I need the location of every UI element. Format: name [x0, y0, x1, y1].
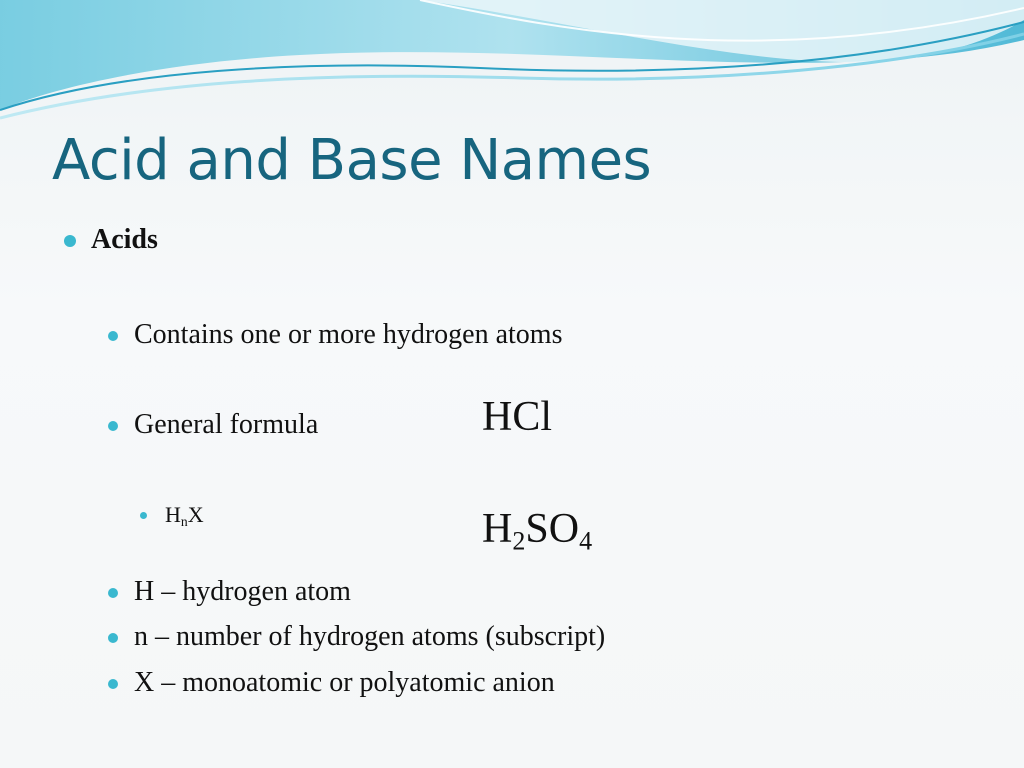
h2so4-h: H	[482, 506, 513, 552]
bullet-n-description: n – number of hydrogen atoms (subscript)	[134, 621, 606, 652]
example-h2so4	[482, 505, 592, 556]
bullet-h-description: H – hydrogen atom	[134, 576, 351, 607]
bullet-dot	[64, 235, 76, 247]
bullet-dot	[108, 679, 118, 689]
header-wave-decoration	[0, 0, 1024, 130]
h2so4-subscript-2: 2	[512, 526, 526, 556]
bullet-general-formula-hnx	[165, 502, 204, 530]
hnx-h: H	[165, 502, 181, 527]
bullet-general-formula: General formula	[134, 409, 319, 440]
bullet-dot	[140, 512, 147, 519]
h2so4-so: SO	[525, 506, 580, 552]
bullet-dot	[108, 633, 118, 643]
bullet-dot	[108, 331, 118, 341]
hnx-x: X	[187, 502, 204, 527]
acids-heading: Acids	[91, 224, 158, 255]
h2so4-subscript-4: 4	[579, 526, 593, 556]
hnx-n-subscript: n	[180, 513, 188, 529]
bullet-x-description: X – monoatomic or polyatomic anion	[134, 667, 555, 698]
bullet-dot	[108, 421, 118, 431]
bullet-dot	[108, 588, 118, 598]
slide-title: Acid and Base Names	[52, 128, 652, 193]
example-hcl: HCl	[482, 394, 553, 440]
bullet-contains-hydrogen: Contains one or more hydrogen atoms	[134, 319, 563, 350]
